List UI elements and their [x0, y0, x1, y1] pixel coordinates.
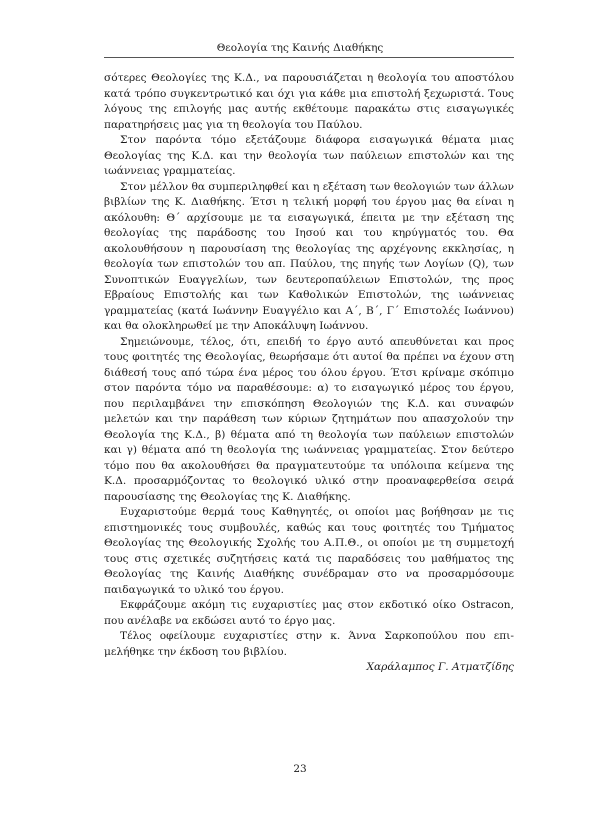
paragraph-thanks-publisher: Εκφράζουμε ακόμη τις ευχαριστίες μας στον εκδοτικό οίκο Ostracon, που ανέλαβε να εκδώσει αυτό το έργο μας.: [104, 599, 514, 627]
paragraph-thanks-editor: Τέλος οφείλουμε ευχαριστίες στην κ. Άννα Σαρκοπούλου που επιμελήθηκε την έκδοση του βιβλίου.: [104, 630, 514, 658]
paragraph-present-volume: Στον παρόντα τόμο εξετάζουμε διάφορα εισαγωγικά θέματα μιας Θεολογίας της Κ.Δ. και την θεολογία των παύλειων επιστολών και της ιωάννειας γραμματείας.: [104, 134, 514, 177]
body-text: [104, 71, 514, 676]
paragraph-students-note: Σημειώνουμε, τέλος, ότι, επειδή το έργο αυτό απευθύνεται και προς τους φοιτητές της Θεολογίας, θεωρήσαμε ότι αυτοί θα πρέπει να έχουν στη διάθεσή τους από τώρα ένα μέρος του όλου έργου. Έτσι κρίναμε σκόπιμο στον παρόντα τόμο να παραθέσουμε: α) το εισαγωγικό μέρος του έργου, που περιλαμβάνει την επισκόπηση Θεολογιών της Κ.Δ. και συναφών μελετών και την παράθεση των κύριων ζητημάτων που απασχολούν την Θεολογία της Κ.Δ., β) θέματα από τη θεολογία των παύλειων επιστολών και γ) θέματα από τη θεολογία της ιωάννειας γραμματείας. Στον δεύτερο τόμο που θα ακολουθήσει θα πραγματευτούμε τα υπόλοιπα κείμενα της Κ.Δ. προσαρμόζοντας το θεολογικό υλικό στην προαναφερθείσα σειρά παρουσίασης της Θεολογίας της Κ. Διαθήκης.: [104, 335, 514, 503]
running-head-title: Θεολογία της Καινής Διαθήκης: [216, 42, 384, 54]
header-rule: [104, 57, 514, 58]
author-signature: Χαράλαμπος Γ. Ατματζίδης: [366, 661, 514, 673]
paragraph-continuation: σότερες Θεολογίες της Κ.Δ., να παρουσιάζεται η θεολογία του αποστόλου κατά τρόπο συγκεντρωτικό και όχι για κάθε μια επιστολή ξεχωριστά. Τους λόγους της επιλογής μας αυτής εκθέτουμε παρακάτω στις εισαγωγικές παρατηρήσεις μας για τη θεολογία του Παύλου.: [104, 72, 514, 131]
paragraph-future-plan: Στον μέλλον θα συμπεριληφθεί και η εξέταση των θεολογιών των άλλων βιβλίων της Κ. Διαθήκης. Έτσι η τελική μορφή του έργου μας θα είναι η ακόλουθη: Θ΄ αρχίσουμε με τα εισαγωγικά, έπειτα με την εξέταση της θεολογίας της παράδοσης του Ιησού και του κηρύγματός του. Θα ακολουθήσουν η παρουσίαση της θεολογίας της αρχέγονης εκκλησίας, η θεολογία των επιστολών του απ. Παύλου, της πηγής των Λογίων (Q), των Συνοπτικών Ευαγγελίων, των δευτεροπαύλειων Επιστολών, της προς Εβραίους Επιστολής και των Καθολικών Επιστολών, της ιωάννειας γραμματείας (κατά Ιωάννην Ευαγγέλιο και Α΄, Β΄, Γ΄ Επιστολές Ιωάννου) και θα ολοκληρωθεί με την Αποκάλυψη Ιωάννου.: [104, 180, 515, 332]
page-number: 23: [293, 763, 307, 775]
paragraph-thanks-professors: Ευχαριστούμε θερμά τους Καθηγητές, οι οποίοι μας βοήθησαν με τις επιστημονικές τους συμβουλές, καθώς και τους φοιτητές του Τμήματος Θεολογίας της Θεολογικής Σχολής του Α.Π.Θ., οι οποίοι με τη συμμετοχή τους στις σχετικές συζητήσεις κατά τις παραδόσεις του μαθήματος της Θεολογίας της Καινής Διαθήκης συνέδραμαν στο να προσαρμόσουμε παιδαγωγικά το υλικό του έργου.: [104, 506, 514, 596]
